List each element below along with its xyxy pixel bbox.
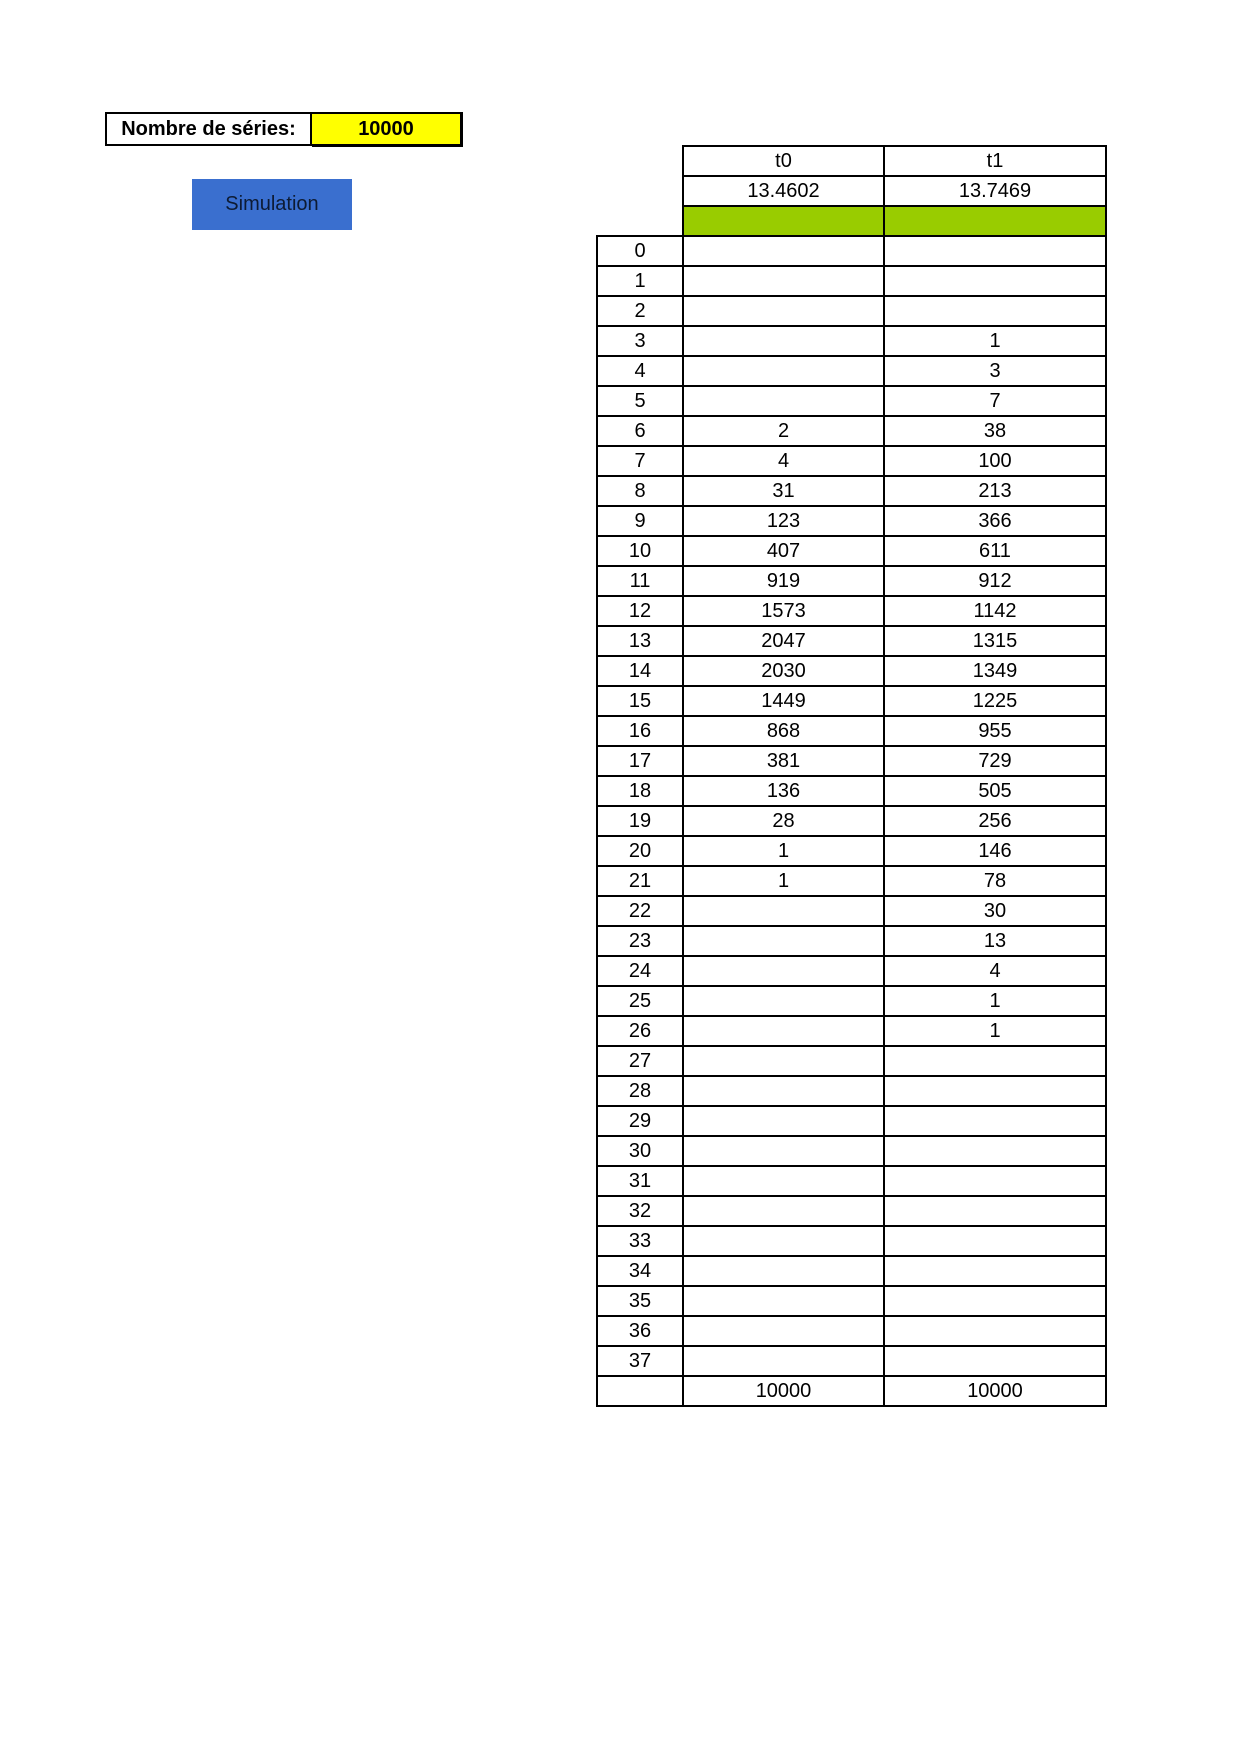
- cell-t1: [884, 266, 1106, 296]
- cell-t0: [683, 1346, 884, 1376]
- cell-t0: [683, 236, 884, 266]
- cell-t0: 2047: [683, 626, 884, 656]
- means-row: [597, 176, 1106, 206]
- index-cell: 15: [597, 686, 683, 716]
- index-cell: 27: [597, 1046, 683, 1076]
- cell-t1: 78: [884, 866, 1106, 896]
- index-cell: 12: [597, 596, 683, 626]
- index-cell: 5: [597, 386, 683, 416]
- header-row: [597, 146, 1106, 176]
- series-count-field: [105, 112, 463, 146]
- series-count-input[interactable]: 10000: [312, 112, 463, 147]
- table-row: [597, 1076, 1106, 1106]
- cell-t1: 1315: [884, 626, 1106, 656]
- total-t0: 10000: [683, 1376, 884, 1406]
- table-row: [597, 476, 1106, 506]
- simulation-button[interactable]: Simulation: [192, 179, 352, 230]
- index-cell: 33: [597, 1226, 683, 1256]
- totals-label-cell: [597, 1376, 683, 1406]
- index-cell: 3: [597, 326, 683, 356]
- cell-t0: 1: [683, 866, 884, 896]
- cell-t0: [683, 956, 884, 986]
- table-row: [597, 1256, 1106, 1286]
- index-cell: 24: [597, 956, 683, 986]
- cell-t1: [884, 296, 1106, 326]
- highlight-cell-t1: [884, 206, 1106, 236]
- table-row: [597, 836, 1106, 866]
- cell-t1: 3: [884, 356, 1106, 386]
- cell-t0: 2: [683, 416, 884, 446]
- table-row: [597, 296, 1106, 326]
- table-row: [597, 1196, 1106, 1226]
- table-row: [597, 866, 1106, 896]
- index-cell: 21: [597, 866, 683, 896]
- table-row: [597, 596, 1106, 626]
- table-row: [597, 356, 1106, 386]
- cell-t0: [683, 1226, 884, 1256]
- table-row: [597, 626, 1106, 656]
- highlight-cell-t0: [683, 206, 884, 236]
- totals-row: [597, 1376, 1106, 1406]
- table-row: [597, 1136, 1106, 1166]
- cell-t0: 1449: [683, 686, 884, 716]
- cell-t1: 13: [884, 926, 1106, 956]
- index-cell: 2: [597, 296, 683, 326]
- index-cell: 30: [597, 1136, 683, 1166]
- cell-t0: [683, 986, 884, 1016]
- table-row: [597, 926, 1106, 956]
- cell-t0: 868: [683, 716, 884, 746]
- table-row: [597, 446, 1106, 476]
- cell-t1: 611: [884, 536, 1106, 566]
- index-cell: 0: [597, 236, 683, 266]
- index-cell: 4: [597, 356, 683, 386]
- index-cell: 1: [597, 266, 683, 296]
- index-cell: 9: [597, 506, 683, 536]
- cell-t0: [683, 896, 884, 926]
- cell-t1: [884, 1256, 1106, 1286]
- table-row: [597, 326, 1106, 356]
- cell-t0: 136: [683, 776, 884, 806]
- cell-t0: 1573: [683, 596, 884, 626]
- table-row: [597, 566, 1106, 596]
- cell-t1: [884, 1076, 1106, 1106]
- mean-t1: 13.7469: [884, 176, 1106, 206]
- index-cell: 20: [597, 836, 683, 866]
- table-row: [597, 776, 1106, 806]
- cell-t1: 1349: [884, 656, 1106, 686]
- series-count-label: Nombre de séries:: [105, 112, 312, 146]
- cell-t0: [683, 266, 884, 296]
- index-cell: 22: [597, 896, 683, 926]
- cell-t1: [884, 1196, 1106, 1226]
- index-cell: 31: [597, 1166, 683, 1196]
- cell-t1: [884, 1106, 1106, 1136]
- corner-cell: [597, 206, 683, 236]
- cell-t0: 31: [683, 476, 884, 506]
- cell-t1: 729: [884, 746, 1106, 776]
- cell-t0: 381: [683, 746, 884, 776]
- cell-t1: [884, 1046, 1106, 1076]
- cell-t1: [884, 1316, 1106, 1346]
- cell-t1: 146: [884, 836, 1106, 866]
- cell-t1: 1: [884, 986, 1106, 1016]
- index-cell: 34: [597, 1256, 683, 1286]
- table-row: [597, 266, 1106, 296]
- index-cell: 36: [597, 1316, 683, 1346]
- cell-t0: [683, 1256, 884, 1286]
- table-row: [597, 1346, 1106, 1376]
- index-cell: 14: [597, 656, 683, 686]
- cell-t0: [683, 326, 884, 356]
- cell-t0: [683, 926, 884, 956]
- index-cell: 25: [597, 986, 683, 1016]
- index-cell: 6: [597, 416, 683, 446]
- cell-t0: [683, 386, 884, 416]
- index-cell: 13: [597, 626, 683, 656]
- cell-t0: [683, 1166, 884, 1196]
- cell-t1: 505: [884, 776, 1106, 806]
- table-row: [597, 656, 1106, 686]
- table-row: [597, 986, 1106, 1016]
- header-t1: t1: [884, 146, 1106, 176]
- cell-t0: [683, 1016, 884, 1046]
- cell-t0: [683, 1286, 884, 1316]
- cell-t0: [683, 1076, 884, 1106]
- results-table: [596, 145, 1107, 1407]
- cell-t0: 123: [683, 506, 884, 536]
- cell-t1: 7: [884, 386, 1106, 416]
- cell-t0: [683, 1316, 884, 1346]
- cell-t1: 38: [884, 416, 1106, 446]
- cell-t1: 100: [884, 446, 1106, 476]
- cell-t0: [683, 1106, 884, 1136]
- table-row: [597, 716, 1106, 746]
- table-row: [597, 416, 1106, 446]
- cell-t1: [884, 1346, 1106, 1376]
- index-cell: 28: [597, 1076, 683, 1106]
- cell-t1: 213: [884, 476, 1106, 506]
- table-row: [597, 686, 1106, 716]
- cell-t1: [884, 236, 1106, 266]
- cell-t1: [884, 1286, 1106, 1316]
- header-t0: t0: [683, 146, 884, 176]
- table-row: [597, 1046, 1106, 1076]
- index-cell: 10: [597, 536, 683, 566]
- total-t1: 10000: [884, 1376, 1106, 1406]
- cell-t0: 919: [683, 566, 884, 596]
- index-cell: 18: [597, 776, 683, 806]
- cell-t1: [884, 1136, 1106, 1166]
- cell-t1: 912: [884, 566, 1106, 596]
- cell-t0: 1: [683, 836, 884, 866]
- cell-t0: 2030: [683, 656, 884, 686]
- cell-t1: 1225: [884, 686, 1106, 716]
- index-cell: 7: [597, 446, 683, 476]
- index-cell: 8: [597, 476, 683, 506]
- table-row: [597, 1316, 1106, 1346]
- corner-cell: [597, 146, 683, 176]
- table-row: [597, 506, 1106, 536]
- table-row: [597, 896, 1106, 926]
- cell-t0: [683, 1046, 884, 1076]
- index-cell: 26: [597, 1016, 683, 1046]
- mean-t0: 13.4602: [683, 176, 884, 206]
- cell-t0: [683, 1136, 884, 1166]
- table-row: [597, 1106, 1106, 1136]
- cell-t0: [683, 1196, 884, 1226]
- index-cell: 17: [597, 746, 683, 776]
- index-cell: 37: [597, 1346, 683, 1376]
- cell-t1: 955: [884, 716, 1106, 746]
- table-row: [597, 1016, 1106, 1046]
- cell-t0: [683, 356, 884, 386]
- index-cell: 16: [597, 716, 683, 746]
- index-cell: 11: [597, 566, 683, 596]
- cell-t0: 28: [683, 806, 884, 836]
- table-row: [597, 956, 1106, 986]
- cell-t1: 1: [884, 1016, 1106, 1046]
- cell-t1: 256: [884, 806, 1106, 836]
- cell-t1: [884, 1166, 1106, 1196]
- cell-t1: 1142: [884, 596, 1106, 626]
- cell-t0: 4: [683, 446, 884, 476]
- cell-t1: 1: [884, 326, 1106, 356]
- cell-t1: 366: [884, 506, 1106, 536]
- table-row: [597, 386, 1106, 416]
- cell-t1: 4: [884, 956, 1106, 986]
- cell-t1: [884, 1226, 1106, 1256]
- table-row: [597, 536, 1106, 566]
- highlight-row: [597, 206, 1106, 236]
- index-cell: 32: [597, 1196, 683, 1226]
- table-row: [597, 746, 1106, 776]
- table-row: [597, 806, 1106, 836]
- index-cell: 35: [597, 1286, 683, 1316]
- table-row: [597, 1226, 1106, 1256]
- cell-t0: [683, 296, 884, 326]
- table-row: [597, 1286, 1106, 1316]
- index-cell: 19: [597, 806, 683, 836]
- cell-t0: 407: [683, 536, 884, 566]
- index-cell: 23: [597, 926, 683, 956]
- cell-t1: 30: [884, 896, 1106, 926]
- table-row: [597, 236, 1106, 266]
- index-cell: 29: [597, 1106, 683, 1136]
- corner-cell: [597, 176, 683, 206]
- table-row: [597, 1166, 1106, 1196]
